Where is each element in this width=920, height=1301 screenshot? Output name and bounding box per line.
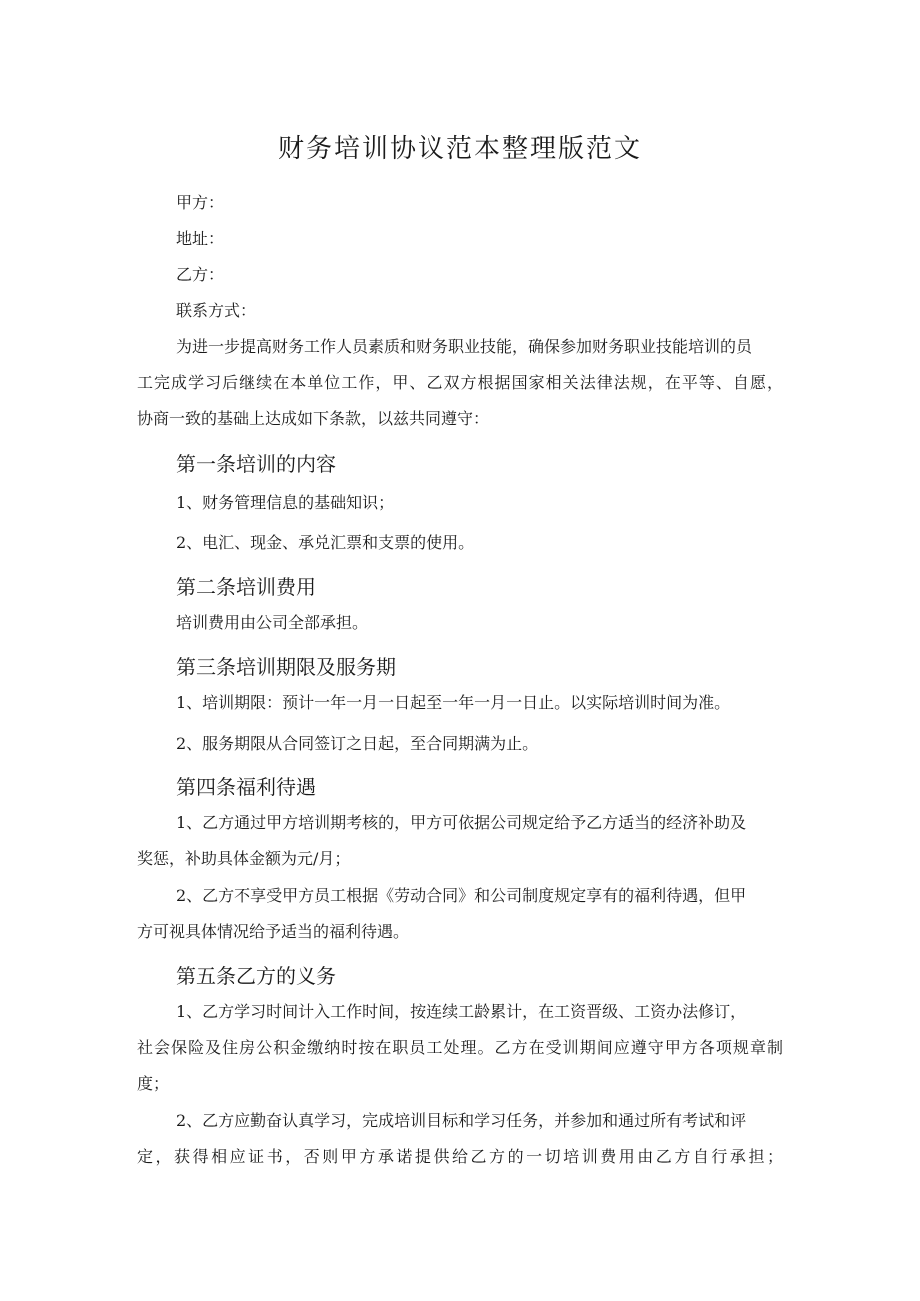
clause-line: 社会保险及住房公积金缴纳时按在职员工处理。乙方在受训期间应遵守甲方各项规章制	[137, 1038, 783, 1057]
intro-line: 工完成学习后继续在本单位工作，甲、乙双方根据国家相关法律法规，在平等、自愿，	[137, 373, 783, 392]
section-heading: 第二条培训费用	[176, 575, 316, 599]
section-heading: 第五条乙方的义务	[176, 964, 336, 988]
clause-line: 2、乙方应勤奋认真学习，完成培训目标和学习任务，并参加和通过所有考试和评	[176, 1111, 747, 1130]
clause-line: 1、乙方学习时间计入工作时间，按连续工龄累计，在工资晋级、工资办法修订，	[176, 1002, 747, 1021]
clause-line: 1、财务管理信息的基础知识；	[176, 493, 395, 512]
clause-line: 培训费用由公司全部承担。	[176, 613, 369, 632]
section-heading: 第三条培训期限及服务期	[176, 655, 396, 679]
section-heading: 第四条福利待遇	[176, 775, 316, 799]
address-label: 地址：	[176, 229, 225, 248]
document-title: 财务培训协议范本整理版范文	[277, 134, 642, 164]
section-heading: 第一条培训的内容	[176, 452, 336, 476]
clause-line: 1、培训期限：预计一年一月一日起至一年一月一日止。以实际培训时间为准。	[176, 693, 731, 712]
clause-line: 奖惩，补助具体金额为元/月；	[137, 849, 351, 868]
party-b-label: 乙方：	[176, 265, 225, 284]
intro-line: 为进一步提高财务工作人员素质和财务职业技能，确保参加财务职业技能培训的员	[176, 337, 753, 356]
intro-line: 协商一致的基础上达成如下条款，以兹共同遵守：	[137, 409, 490, 428]
clause-line: 2、乙方不享受甲方员工根据《劳动合同》和公司制度规定享有的福利待遇，但甲	[176, 886, 747, 905]
clause-line: 度；	[137, 1074, 170, 1093]
clause-line: 方可视具体情况给予适当的福利待遇。	[137, 922, 410, 941]
clause-line: 定，获得相应证书，否则甲方承诺提供给乙方的一切培训费用由乙方自行承担；	[137, 1147, 783, 1166]
clause-line: 2、电汇、现金、承兑汇票和支票的使用。	[176, 533, 475, 552]
clause-line: 2、服务期限从合同签订之日起，至合同期满为止。	[176, 734, 539, 753]
contact-label: 联系方式：	[176, 301, 257, 320]
clause-line: 1、乙方通过甲方培训期考核的，甲方可依据公司规定给予乙方适当的经济补助及	[176, 813, 747, 832]
party-a-label: 甲方：	[176, 193, 225, 212]
